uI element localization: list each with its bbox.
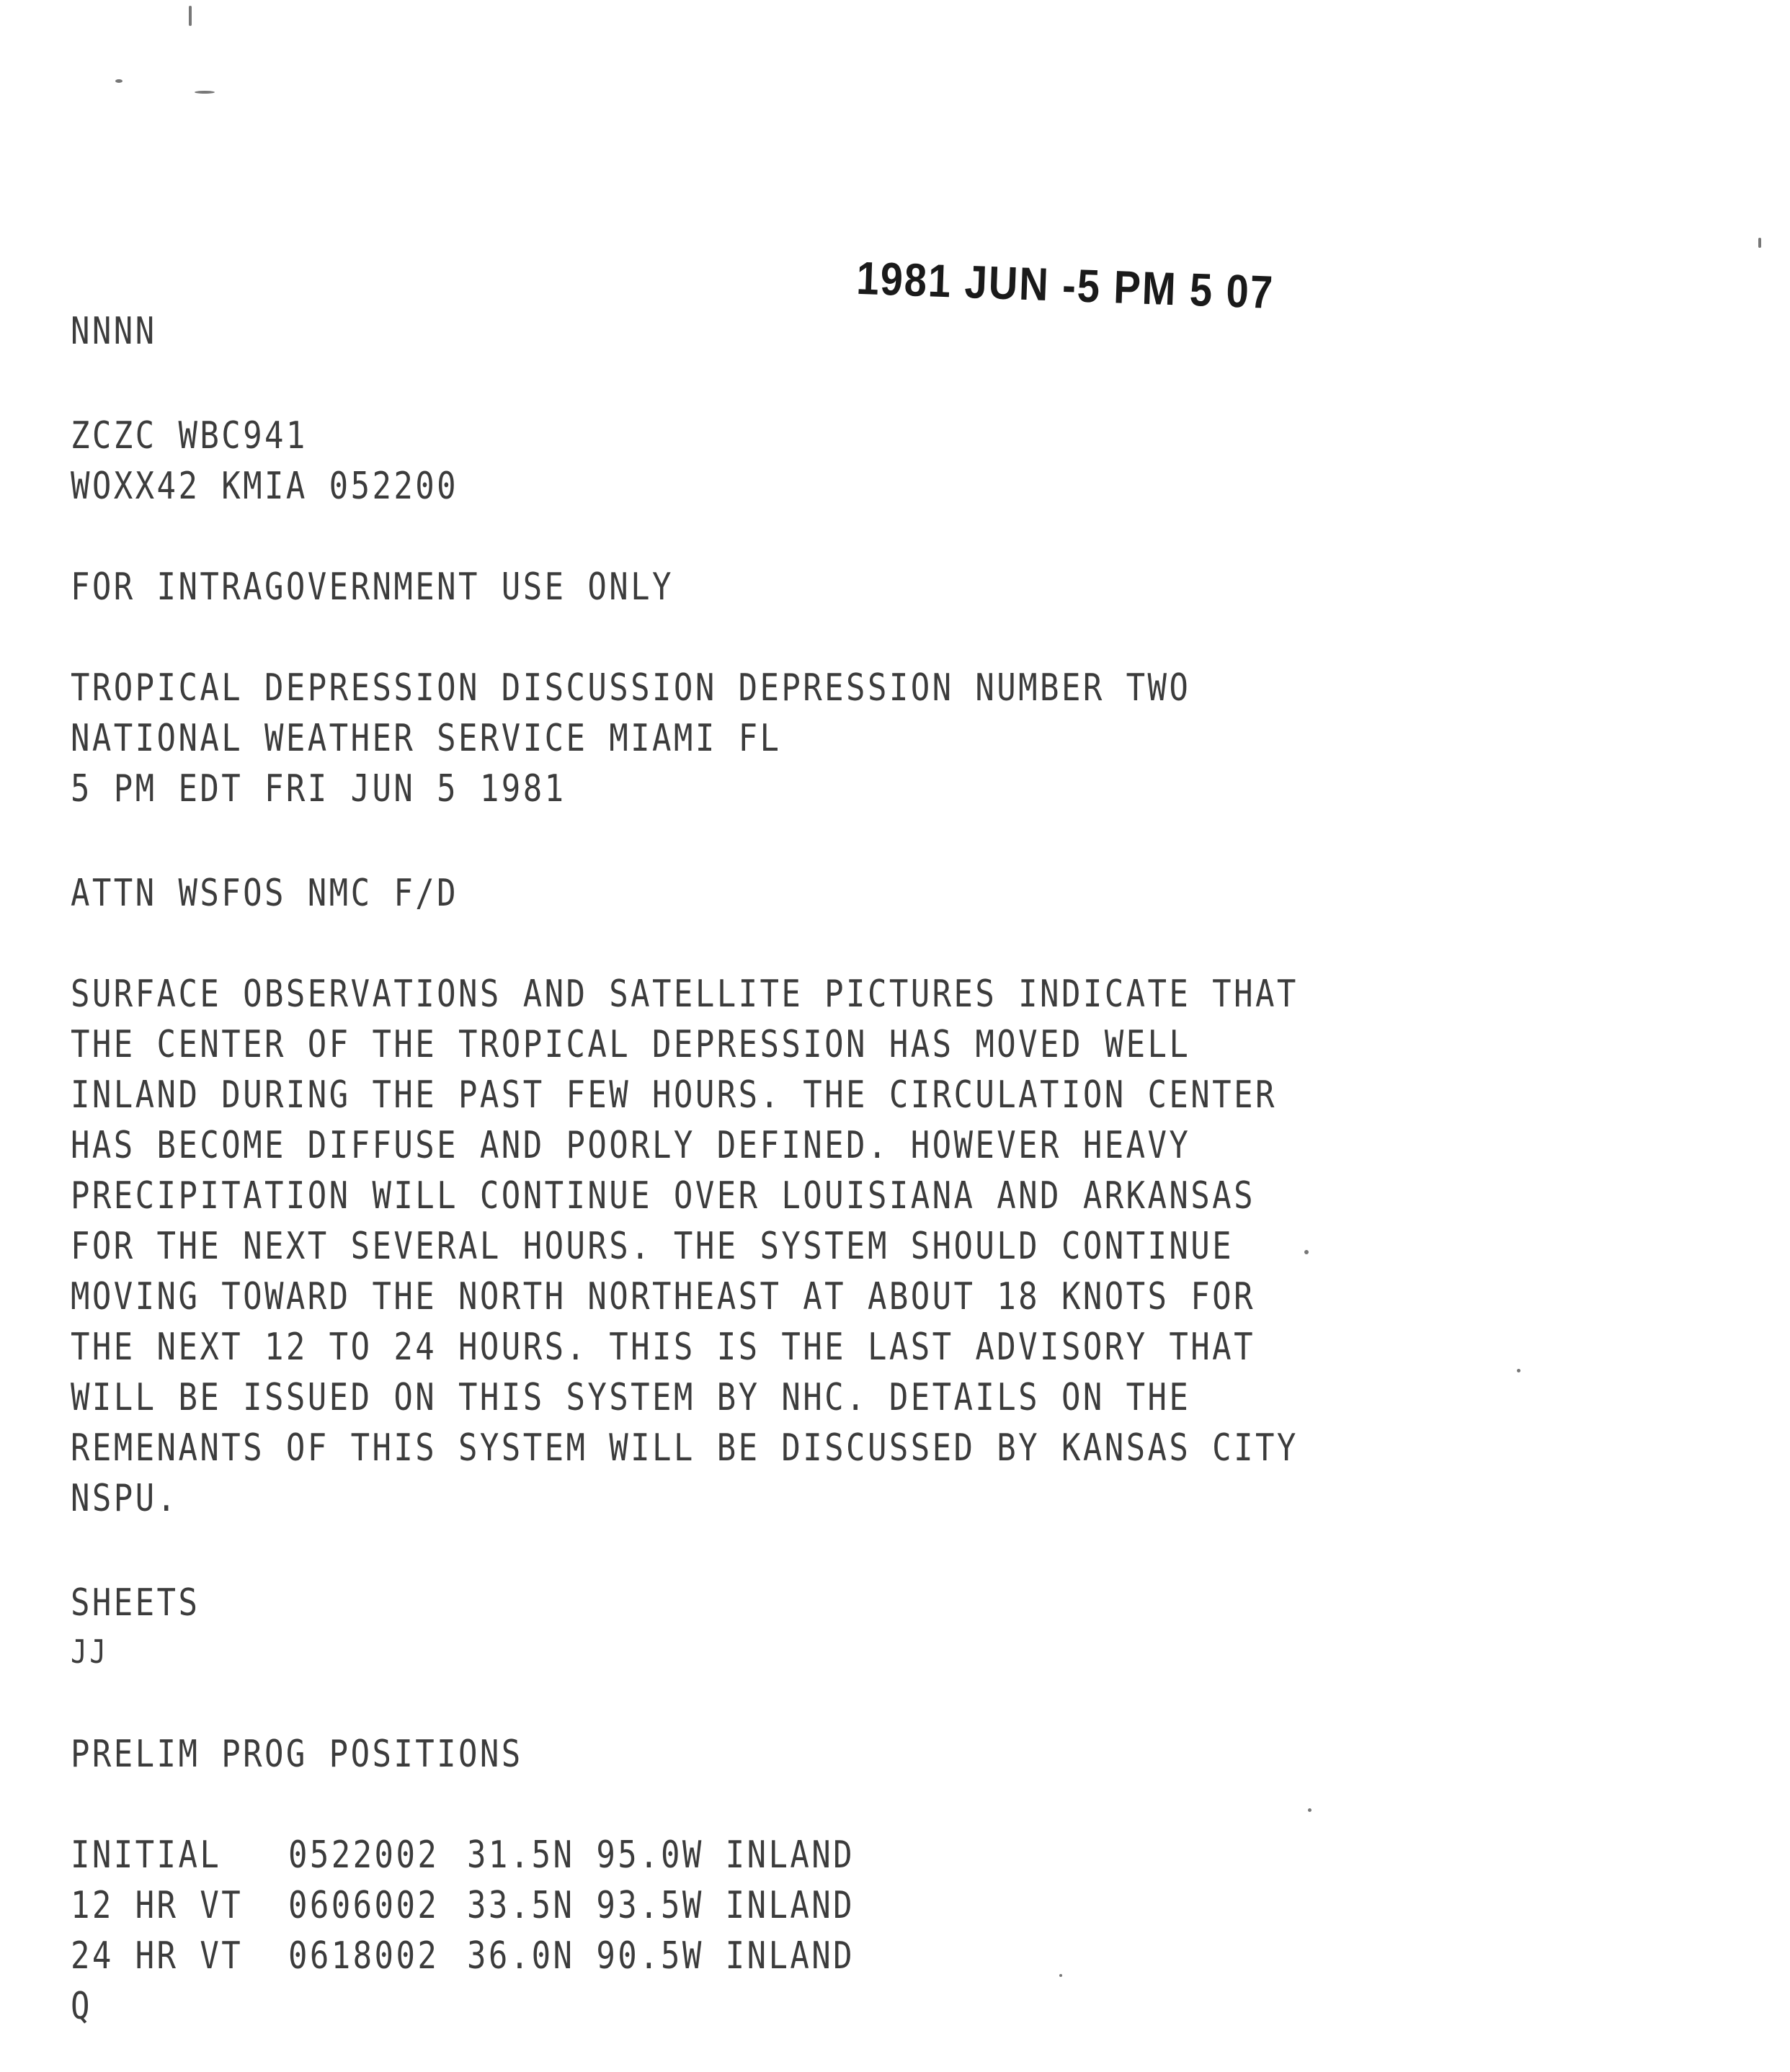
signature-name: SHEETS	[71, 1581, 200, 1625]
attn-line: ATTN WSFOS NMC F/D	[71, 872, 459, 916]
scan-speck	[1308, 1808, 1312, 1812]
restriction-line: FOR INTRAGOVERNMENT USE ONLY	[71, 566, 674, 609]
body-line: THE NEXT 12 TO 24 HOURS. THIS IS THE LAST ADVISORY THAT	[71, 1326, 1255, 1370]
prog-label: 12 HR VT	[71, 1884, 244, 1928]
prog-position: 36.0N 90.5W INLAND	[467, 1934, 855, 1978]
scan-speck	[195, 91, 215, 94]
prog-time: 0606002	[288, 1884, 440, 1928]
body-line: HAS BECOME DIFFUSE AND POORLY DEFINED. HOWEVER HEAVY	[71, 1124, 1191, 1168]
prog-heading: PRELIM PROG POSITIONS	[71, 1733, 523, 1777]
body-line: NSPU.	[71, 1477, 179, 1521]
scan-speck	[1304, 1250, 1309, 1254]
prog-time: 0522002	[288, 1834, 440, 1877]
scan-speck	[189, 6, 192, 26]
title-line-1: TROPICAL DEPRESSION DISCUSSION DEPRESSION NUMBER TWO	[71, 666, 1191, 710]
prog-position: 33.5N 93.5W INLAND	[467, 1884, 855, 1928]
body-line: REMENANTS OF THIS SYSTEM WILL BE DISCUSSED BY KANSAS CITY	[71, 1426, 1299, 1470]
body-line: MOVING TOWARD THE NORTH NORTHEAST AT ABOUT 18 KNOTS FOR	[71, 1275, 1255, 1319]
scan-speck	[1059, 1974, 1062, 1977]
body-line: INLAND DURING THE PAST FEW HOURS. THE CIRCULATION CENTER	[71, 1073, 1277, 1117]
prog-position: 31.5N 95.0W INLAND	[467, 1834, 855, 1877]
signature-initials: JJ	[71, 1633, 109, 1671]
body-line: FOR THE NEXT SEVERAL HOURS. THE SYSTEM SHOULD CONTINUE	[71, 1225, 1234, 1269]
body-line: SURFACE OBSERVATIONS AND SATELLITE PICTURES INDICATE THAT	[71, 973, 1299, 1017]
prog-label: 24 HR VT	[71, 1934, 244, 1978]
scan-speck	[1517, 1369, 1520, 1372]
title-line-3: 5 PM EDT FRI JUN 5 1981	[71, 767, 566, 811]
scan-speck	[1758, 238, 1761, 248]
prog-time: 0618002	[288, 1934, 440, 1978]
scan-speck	[115, 79, 123, 83]
zczc-line: ZCZC WBC941	[71, 414, 308, 458]
body-line: THE CENTER OF THE TROPICAL DEPRESSION HAS MOVED WELL	[71, 1023, 1191, 1067]
wmo-header-line: WOXX42 KMIA 052200	[71, 465, 459, 509]
prog-label: INITIAL	[71, 1834, 222, 1877]
body-line: PRECIPITATION WILL CONTINUE OVER LOUISIANA AND ARKANSAS	[71, 1174, 1255, 1218]
title-line-2: NATIONAL WEATHER SERVICE MIAMI FL	[71, 717, 782, 761]
trailer-line: Q	[71, 1985, 92, 2029]
nnnn-line: NNNN	[71, 310, 157, 354]
body-line: WILL BE ISSUED ON THIS SYSTEM BY NHC. DETAILS ON THE	[71, 1376, 1191, 1420]
receipt-stamp: 1981 JUN -5 PM 5 07	[855, 251, 1275, 318]
